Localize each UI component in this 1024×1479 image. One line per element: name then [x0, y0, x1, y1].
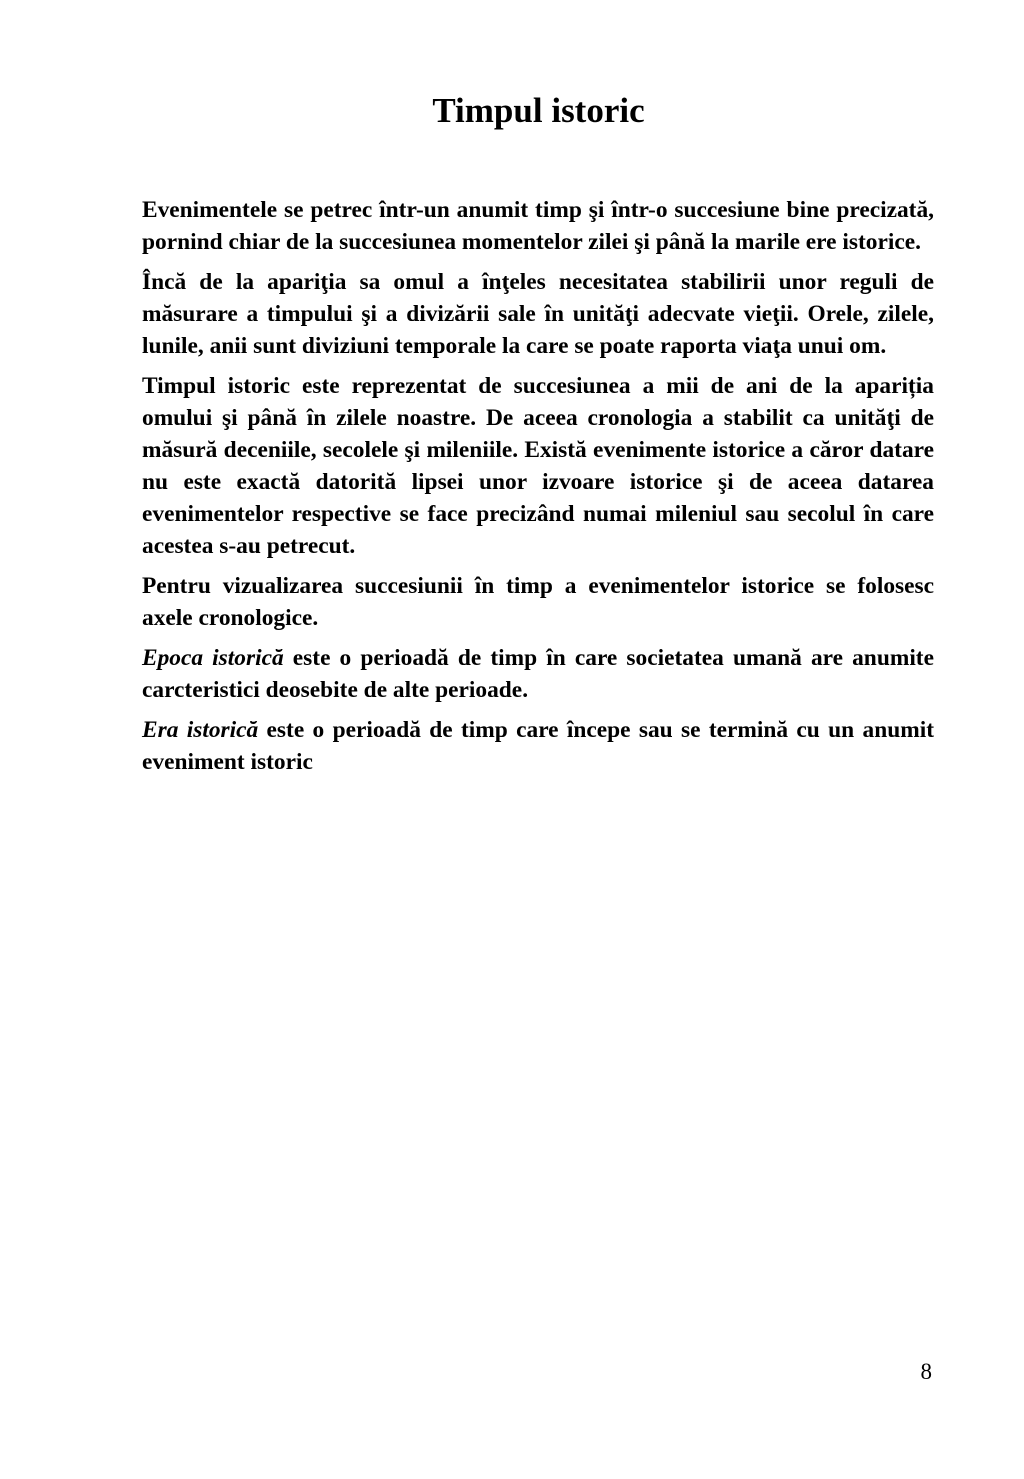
page-title: Timpul istoric	[432, 91, 645, 130]
definition-epoch	[142, 642, 934, 706]
definition-text-epoch: este o perioadă de timp în care societatea umană are anumite carcteristici deosebite de alte perioade.	[142, 645, 934, 703]
paragraph-time-measurement: Încă de la apariţia sa omul a înţeles necesitatea stabilirii unor reguli de măsurare a timpului şi a divizării sale în unităţi adecvate vieţii. Orele, zilele, lunile, anii sunt diviziuni temporale la care se poate raporta viaţa unui om.	[142, 269, 934, 359]
page-number: 8	[920, 1359, 932, 1384]
definition-text-era: este o perioadă de timp care începe sau se termină cu un anumit eveniment istoric	[142, 717, 934, 775]
paragraph-chronological-axes: Pentru vizualizarea succesiunii în timp a evenimentelor istorice se folosesc axele cronologice.	[142, 573, 934, 631]
document-body	[142, 194, 934, 786]
definition-term-epoch: Epoca istorică	[142, 645, 284, 671]
definition-era	[142, 714, 934, 778]
paragraph-events: Evenimentele se petrec într-un anumit timp şi într-o succesiune bine precizată, pornind chiar de la succesiunea momentelor zilei şi până la marile ere istorice.	[142, 197, 934, 255]
paragraph-historical-time: Timpul istoric este reprezentat de succesiunea a mii de ani de la apariția omului şi până în zilele noastre. De aceea cronologia a stabilit ca unităţi de măsură deceniile, secolele şi mileniile. Există evenimente istorice a căror datare nu este exactă datorită lipsei unor izvoare istorice şi de aceea datarea evenimentelor respective se face precizând numai mileniul sau secolul în care acestea s-au petrecut.	[142, 373, 934, 559]
definition-term-era: Era istorică	[142, 717, 259, 743]
